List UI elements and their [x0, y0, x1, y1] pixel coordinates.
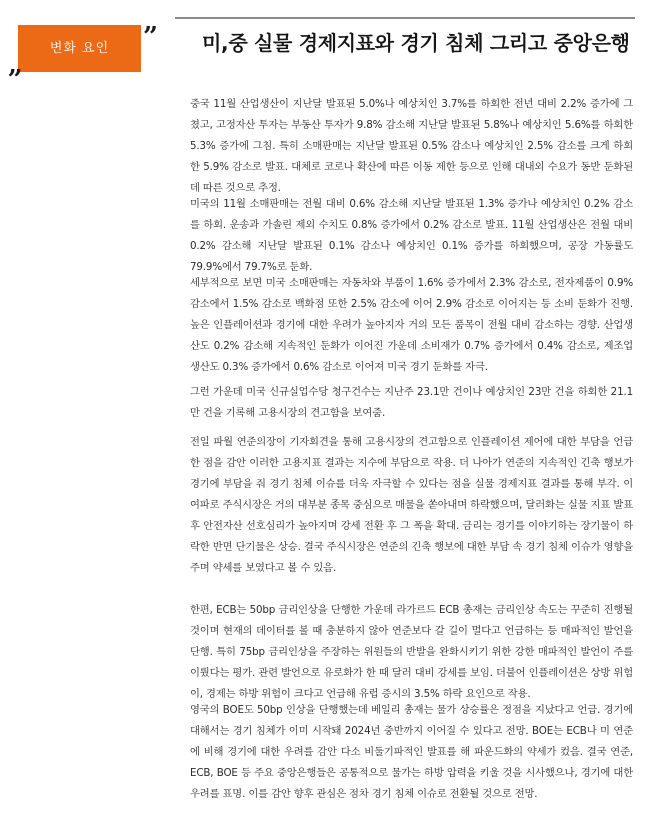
page-title: 미,중 실물 경제지표와 경기 침체 그리고 중앙은행	[202, 31, 630, 55]
open-quote-mark: „	[8, 50, 23, 80]
paragraph-jobless-claims: 그런 가운데 미국 신규실업수당 청구건수는 지난주 23.1만 건이나 예상치인 23만 건을 하회한 21.1만 건을 기록해 고용시장의 견고함을 보여줌.	[190, 386, 633, 419]
paragraph-powell-market: 전일 파월 연준의장이 기자회견을 통해 고용시장의 견고함으로 인플레이션 제어에 대한 부담을 언급한 점을 감안 이러한 고용지표 결과는 지수에 부담으로 작용. 더 나아가 연준의 지속적인 긴축 행보가 경기에 부담을 줘 경기 침체 이슈를 더욱 자극할 수 있다는 점을 실물 경제지표 결과를 통해 부각. 이 여파로 주식시장은 거의 대부분 종목 중심으로 매물을 쏟아내며 하락했으며, 달러화는 실물 지표 발표 후 안전자산 선호심리가 높아지며 강세 전환 후 그 폭을 확대. 금리는 경기를 이야기하는 장기물이 하락한 반면 단기물은 상승. 결국 주식시장은 연준의 긴축 행보에 대한 부담 속 경기 침체 이슈가 영향을 주며 약세를 보였다고 볼 수 있음.	[190, 436, 633, 574]
paragraph-us-retail-production: 미국의 11월 소매판매는 전월 대비 0.6% 감소해 지난달 발표된 1.3% 증가나 예상치인 0.2% 감소를 하회. 운송과 가솔린 제외 수치도 0.8% 증가에서 0.2% 감소로 발표. 11월 산업생산은 전월 대비 0.2% 감소해 지난달 발표된 0.1% 감소나 예상치인 0.1% 증가를 하회했으며, 공장 가동률도 79.9%에서 79.7%로 둔화.	[190, 198, 633, 273]
paragraph-ecb: 한편, ECB는 50bp 금리인상을 단행한 가운데 라가르드 ECB 총재는 금리인상 속도는 꾸준히 진행될 것이며 현재의 데이터를 볼 때 충분하지 않아 연준보다 갈 길이 멀다고 언급하는 등 매파적인 발언을 단행. 특히 75bp 금리인상을 주장하는 위원들의 반발을 완화시키기 위한 강한 매파적인 발언이 주를 이뤘다는 평가. 관련 발언으로 유로화가 한 때 달러 대비 강세를 보임. 더불어 인플레이션은 상방 위험이, 경제는 하방 위험이 크다고 언급해 유럽 증시의 3.5% 하락 요인으로 작용.	[190, 604, 633, 700]
close-quote-mark: ”	[143, 22, 158, 52]
section-tag-label: 변화 요인	[49, 41, 110, 56]
top-divider	[175, 17, 635, 19]
paragraph-boe: 영국의 BOE도 50bp 인상을 단행했는데 베일리 총재는 물가 상승률은 정점을 지났다고 언급. 경기에 대해서는 경기 침체가 이미 시작돼 2024년 중반까지 이어질 수 있다고 전망. BOE는 ECB나 미 연준에 비해 경기에 대한 우려를 감안 다소 비둘기파적인 발표를 해 파운드화의 약세가 컸음. 결국 연준, ECB, BOE 등 주요 중앙은행들은 공통적으로 물가는 하방 압력을 키울 것을 시사했으나, 경기에 대한 우려를 표명. 이를 감안 향후 관심은 점차 경기 침체 이슈로 전환될 것으로 전망.	[190, 704, 633, 800]
paragraph-china-indicators: 중국 11월 산업생산이 지난달 발표된 5.0%나 예상치인 3.7%를 하회한 전년 대비 2.2% 증가에 그쳤고, 고정자산 투자는 부동산 투자가 9.8% 감소해 지난달 발표된 5.8%나 예상치인 5.6%를 하회한 5.3% 증가에 그침. 특히 소매판매는 지난달 발표된 0.5% 감소나 예상치인 2.5% 감소를 크게 하회한 5.9% 감소로 발표. 대체로 코로나 확산에 따른 이동 제한 등으로 인해 대내외 수요가 동반 둔화된 데 따른 것으로 추정.	[190, 98, 633, 194]
paragraph-us-details: 세부적으로 보면 미국 소매판매는 자동차와 부품이 1.6% 증가에서 2.3% 감소로, 전자제품이 0.9% 감소에서 1.5% 감소로 백화점 또한 2.5% 감소에 이어 2.9% 감소로 이어지는 등 소비 둔화가 진행. 높은 인플레이션과 경기에 대한 우려가 높아지자 거의 모든 품목이 전월 대비 감소하는 경향. 산업생산도 0.2% 감소해 지속적인 둔화가 이어진 가운데 소비재가 0.7% 증가에서 0.4% 감소로, 제조업 생산도 0.3% 증가에서 0.6% 감소로 이어져 미국 경기 둔화를 자극.	[190, 277, 633, 373]
